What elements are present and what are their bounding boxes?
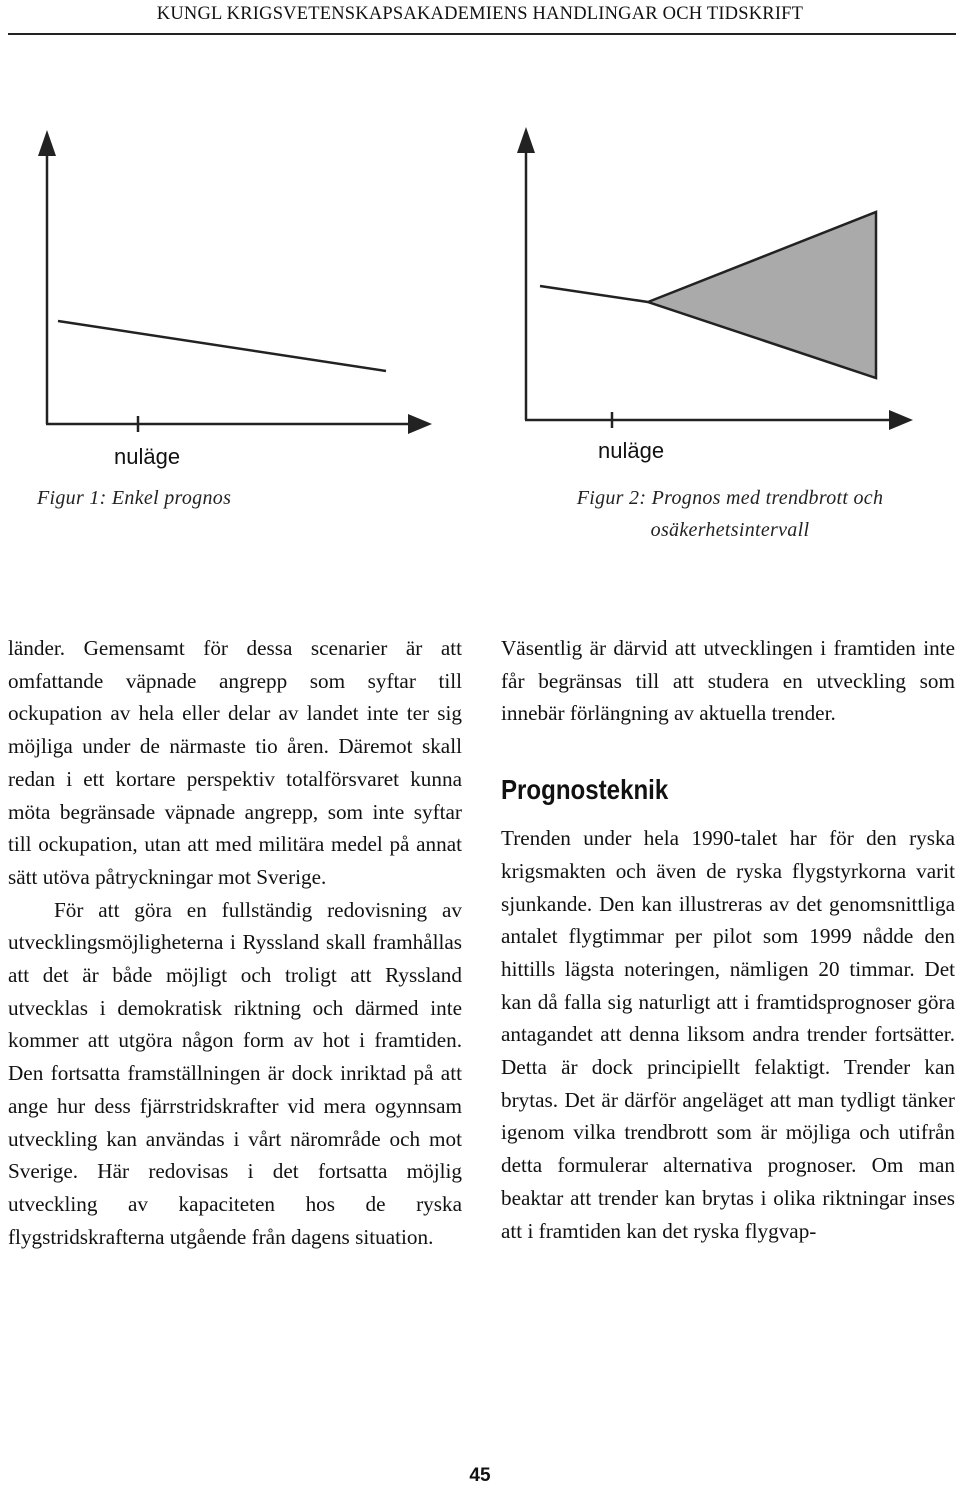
figure-2-caption-line-1: Figur 2: Prognos med trendbrott och [576,487,884,509]
figure-2-caption [530,482,930,546]
section-heading: Prognosteknik [501,774,669,806]
left-paragraph-1: länder. Gemensamt för dessa scenarier är att omfattande väpnade angrepp som syftar till ockupation av hela eller delar av landet inte ter sig möjliga under de närmaste tio åren. Däremot skall redan i ett kortare perspektiv totalförsvaret kunna möta begränsade väpnade angrepp, som inte syftar till ockupation, utan att med militära medel på annat sätt utöva påtryckningar mot Sverige. [8,636,462,889]
figure-2-uncertainty-fan [648,212,876,378]
figure-1-x-arrowhead [408,414,432,434]
figure-2-trend-line [540,286,648,302]
figure-2-x-arrowhead [889,410,913,430]
left-paragraph-2: För att göra en fullständig redovisning av utvecklingsmöjligheterna i Ryssland skall framhållas att det är både möjligt och troligt att Ryssland utvecklas i demokratisk riktning och därmed inte kommer att utgöra någon form av hot i framtiden. Den fortsatta framställningen är dock inriktad på att ange hur dess fjärrstridskrafter vid mera ogynnsam utveckling kan användas i vårt närområde och mot Sverige. Här redovisas i det fortsatta möjlig utveckling av kapaciteten hos de ryska flygstridskrafterna utgående från dagens situation. [8,897,462,1249]
running-head: KUNGL KRIGSVETENSKAPSAKADEMIENS HANDLINGAR OCH TIDSKRIFT [156,4,804,24]
right-paragraph-2: Trenden under hela 1990-talet har för den ryska krigsmakten och även de ryska flygstyrkorna varit sjunkande. Den kan illustreras av det genomsnittliga antalet flygtimmar per pilot som 1999 nådde den hittills lägsta noteringen, nämligen 20 timmar. Det kan då falla sig naturligt att i framtidsprognoser göra antagandet att denna liksom andra trender fortsätter. Detta är dock principiellt felaktigt. Trender kan brytas. Det är därför angeläget att man tydligt tänker igenom vilka trendbrott som är möjliga och utifrån detta formulerar alternativa prognoser. Om man beaktar att trender kan brytas i olika riktningar inses att i framtiden kan det ryska flygvap- [501,826,955,1243]
figure-2-caption-line-2: osäkerhetsintervall [650,519,810,541]
left-column [8,632,462,1253]
figure-1-caption: Figur 1: Enkel prognos [37,487,232,509]
page-number: 45 [469,1465,491,1486]
figure-2-axis-label: nuläge [598,438,665,463]
figure-1-axis-label: nuläge [114,444,181,469]
right-column [501,632,955,1247]
right-paragraph-1: Väsentlig är därvid att utvecklingen i framtiden inte får begränsas till att studera en utveckling som innebär förlängning av aktuella trender. [501,636,955,726]
figure-1-trend-line [58,321,386,371]
figure-1-diagram [0,0,960,470]
